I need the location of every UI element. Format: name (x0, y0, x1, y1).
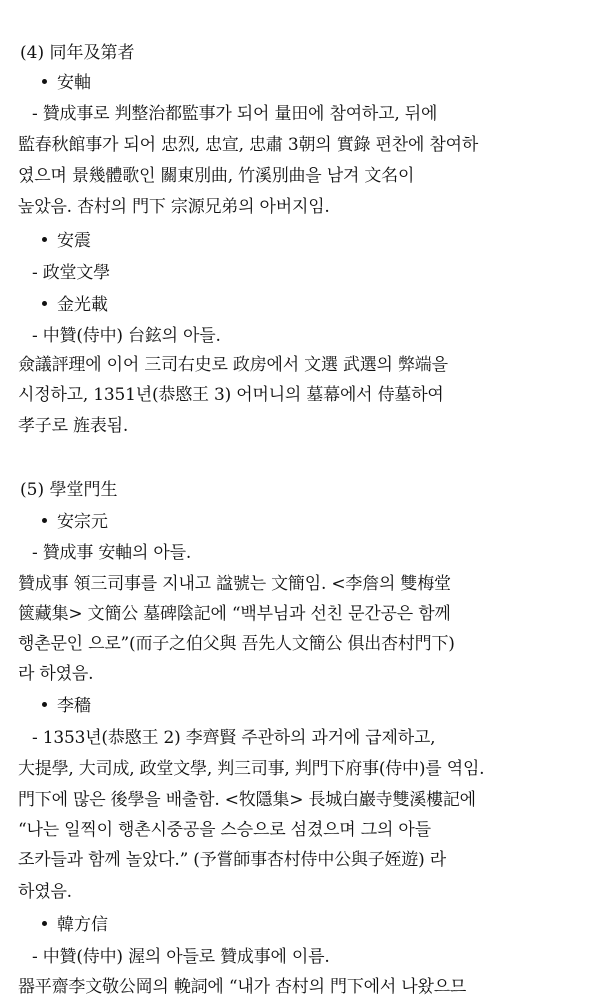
section-heading: (5) 學堂門生 (20, 480, 118, 500)
text-line: 높았음. 杏村의 門下 宗源兄弟의 아버지임. (18, 197, 330, 217)
entry-name: 安軸 (42, 68, 91, 93)
text-line: 大提學, 大司成, 政堂文學, 判三司事, 判門下府事(侍中)를 역임. (18, 759, 485, 779)
text-line: 贊成事 領三司事를 지내고 諡號는 文簡임. <李詹의 雙梅堂 (18, 574, 451, 594)
text-line: - 贊成事 安軸의 아들. (32, 543, 192, 563)
bullet-icon (42, 702, 47, 707)
text-line: 門下에 많은 後學을 배출함. <牧隱集> 長城白巖寺雙溪樓記에 (18, 790, 476, 810)
entry-name: 安宗元 (42, 507, 108, 532)
text-line: - 贊成事로 判整治都監事가 되어 量田에 참여하고, 뒤에 (32, 104, 438, 124)
text-line: 라 하였음. (18, 664, 94, 684)
entry-name: 李穡 (42, 691, 91, 716)
text-line: 僉議評理에 이어 三司右史로 政房에서 文選 武選의 弊端을 (18, 355, 448, 375)
entry-name: 韓方信 (42, 910, 108, 935)
text-line: - 1353년(恭愍王 2) 李齊賢 주관하의 과거에 급제하고, (32, 728, 436, 748)
text-line: - 中贊(侍中) 台鉉의 아들. (32, 326, 221, 346)
text-line: 器平齋李文敬公岡의 輓詞에 “내가 杏村의 門下에서 나왔으므 (18, 977, 467, 997)
text-line: 篋藏集> 文簡公 墓碑陰記에 “백부님과 선친 문간공은 함께 (18, 604, 451, 624)
text-line: 였으며 景幾體歌인 關東別曲, 竹溪別曲을 남겨 文名이 (18, 166, 415, 186)
bullet-icon (42, 518, 47, 523)
bullet-icon (42, 301, 47, 306)
text-line: 孝子로 旌表됨. (18, 416, 129, 436)
text-line: “나는 일찍이 행촌시중공을 스승으로 섬겼으며 그의 아들 (18, 820, 431, 840)
bullet-icon (42, 79, 47, 84)
text-line: 하였음. (18, 882, 72, 902)
entry-name: 安震 (42, 226, 91, 251)
text-line: 행촌문인 으로”(而子之伯父與 吾先人文簡公 俱出杏村門下) (18, 634, 455, 654)
section-heading: (4) 同年及第者 (20, 43, 135, 63)
entry-name: 金光載 (42, 290, 108, 315)
text-line: - 政堂文學 (32, 263, 110, 283)
bullet-icon (42, 921, 47, 926)
text-line: 시정하고, 1351년(恭愍王 3) 어머니의 墓幕에서 侍墓하여 (18, 385, 444, 405)
text-line: 조카들과 함께 놀았다.” (予嘗師事杏村侍中公與子姪遊) 라 (18, 850, 446, 870)
bullet-icon (42, 237, 47, 242)
text-line: - 中贊(侍中) 渥의 아들로 贊成事에 이름. (32, 947, 330, 967)
text-line: 監春秋館事가 되어 忠烈, 忠宣, 忠肅 3朝의 實錄 편찬에 참여하 (18, 135, 479, 155)
